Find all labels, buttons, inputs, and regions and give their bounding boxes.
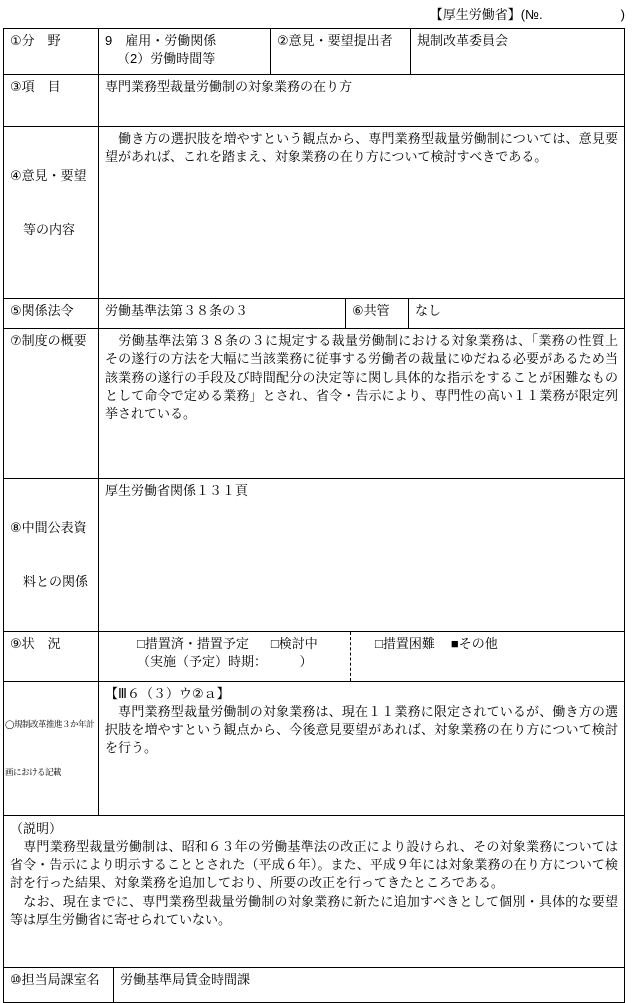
row-field3: [4, 75, 624, 127]
field6-label: ⑥共管: [346, 299, 409, 328]
plan-label: [4, 682, 99, 815]
field8-value: 厚生労働省関係１３１頁: [105, 483, 249, 499]
status-right-group: [351, 632, 624, 681]
row-field5: [4, 299, 624, 329]
plan-value: [99, 682, 624, 815]
row-field10: [4, 968, 624, 1002]
field1-value-line2: （2）労働時間等: [117, 51, 216, 67]
document-header: [0, 0, 639, 28]
plan-text: 専門業務型裁量労働制の対象業務は、現在１１業務に限定されているが、働き方の選択肢を増やすという観点から、今後意見要望があれば、対象業務の在り方について検討を行う。: [105, 703, 618, 756]
explanation-cell: [4, 816, 624, 967]
plan-heading: 【Ⅲ６（３）ウ②ａ】: [105, 685, 230, 701]
status-line1: [137, 635, 346, 653]
explanation-heading: （説明）: [10, 820, 63, 836]
field2-label: ②意見・要望提出者: [271, 29, 411, 74]
field5-label: ⑤関係法令: [4, 299, 99, 328]
field1-value: [99, 29, 271, 74]
field4-label-line1: ④意見・要望: [10, 167, 87, 183]
row-field7: [4, 329, 624, 479]
field6-value: なし: [415, 303, 442, 319]
field1-value-line1: 9 雇用・労働関係: [105, 33, 217, 49]
field2-value: 規制改革委員会: [417, 33, 509, 49]
plan-label-line1: ◯規制改革推進３か年計: [5, 718, 95, 729]
field3-label: ③項 目: [4, 75, 99, 126]
field5-value: 労働基準法第３８条の３: [99, 299, 346, 328]
row-field8: [4, 479, 624, 632]
field10-label: ⑩担当局課室名: [4, 968, 114, 1002]
field8-label-line2: 料との関係: [10, 574, 89, 590]
status-left-group: [99, 632, 351, 681]
field8-label-line1: ⑧中間公表資: [10, 519, 87, 535]
field4-label-line2: 等の内容: [10, 222, 76, 238]
number-label: (№. ): [520, 7, 625, 22]
plan-label-line2: 画における記載: [5, 767, 62, 778]
field7-value: 労働基準法第３８条の３に規定する裁量労働制における対象業務は、「業務の性質上その遂行の方法を大幅に当該業務に従事する労働者の裁量にゆだねる必要があるため当該業務の遂行の手段及び時間配分の決定等に関し具体的な指示をすることが困難なものとして命令で定める業務」とされ、省令・告示により、専門性の高い１１業務が限定列挙されている。: [105, 333, 618, 421]
status-option-difficult-checkbox: □措置困難: [375, 635, 435, 651]
form-table: [3, 28, 625, 1003]
explanation-paragraph-1: 専門業務型裁量労働制は、昭和６３年の労働基準法の改正により設けられ、その対象業務については省令・告示により明示することとされた（平成６年）。また、平成９年には対象業務の在り方について検討を行った結果、対象業務を追加しており、所要の改正を行ってきたところである。: [10, 839, 618, 891]
field9-label: ⑨状 況: [4, 632, 99, 681]
field4-value: 働き方の選択肢を増やすという観点から、専門業務型裁量労働制については、意見要望があれば、これを踏まえ、対象業務の在り方について検討すべきである。: [105, 131, 618, 165]
field3-value: 専門業務型裁量労働制の対象業務の在り方: [105, 79, 353, 95]
field4-label: [4, 127, 99, 298]
status-option-other-checkbox: ■その他: [450, 635, 498, 651]
field7-label: ⑦制度の概要: [4, 329, 99, 478]
explanation-paragraph-2: なお、現在までに、専門業務型裁量労働制の対象業務に新たに追加すべきとして個別・具体的な要望等は厚生労働省に寄せられていない。: [10, 893, 618, 927]
row-plan: [4, 682, 624, 816]
row-field4: [4, 127, 624, 299]
status-option-implemented-checkbox: □措置済・措置予定: [137, 635, 249, 651]
row-field9: [4, 632, 624, 682]
status-option-considering-checkbox: □検討中: [270, 635, 318, 651]
field8-label: [4, 479, 99, 631]
status-timing-label: （実施（予定）時期： ）: [137, 653, 313, 669]
ministry-label: 【厚生労働省】: [429, 7, 521, 22]
field9-value: [99, 632, 624, 681]
field10-value: 労働基準局賃金時間課: [120, 971, 251, 987]
row-field1: [4, 29, 624, 75]
field1-label: ①分 野: [4, 29, 99, 74]
row-explanation: [4, 816, 624, 968]
